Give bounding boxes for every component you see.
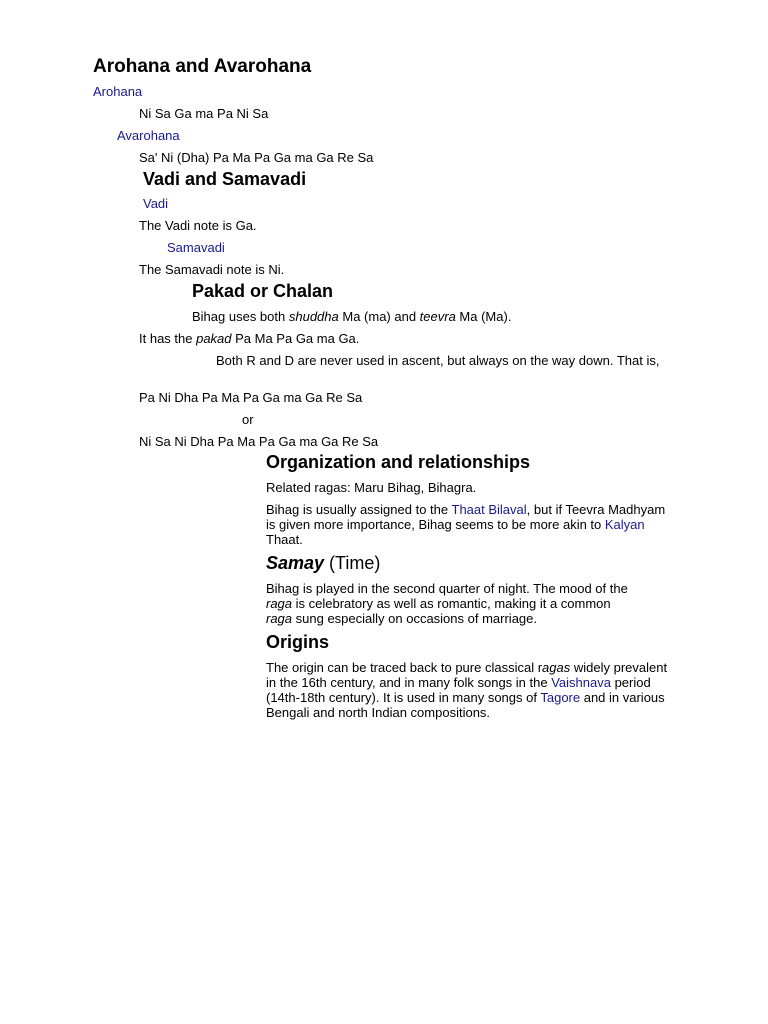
samavadi-link[interactable]: Samavadi xyxy=(167,240,225,255)
avarohana-link[interactable]: Avarohana xyxy=(117,128,180,143)
pakad-phrase-1: Pa Ni Dha Pa Ma Pa Ga ma Ga Re Sa xyxy=(139,390,363,405)
origins-paragraph: The origin can be traced back to pure classical ragas widely prevalent in the 16th century, and in many folk songs in the Vaishnava period (14th-18th century). It is used in many songs of Tagore and in various Bengali and north Indian compositions. xyxy=(266,660,668,720)
vadi-link[interactable]: Vadi xyxy=(143,196,169,211)
tagore-link[interactable]: Tagore xyxy=(540,690,581,705)
pakad-line-phrase: It has the pakad Pa Ma Pa Ga ma Ga. xyxy=(139,331,360,346)
pakad-heading: Pakad or Chalan xyxy=(192,281,334,301)
arohana-link[interactable]: Arohana xyxy=(93,84,143,99)
arohana-avarohana-heading: Arohana and Avarohana xyxy=(93,56,312,77)
vadi-text: The Vadi note is Ga. xyxy=(139,218,257,233)
vadi-samavadi-heading: Vadi and Samavadi xyxy=(143,169,307,189)
samay-paragraph: Bihag is played in the second quarter of night. The mood of the raga is celebratory as well as romantic, making it a common raga sung especially on occasions of marriage. xyxy=(266,581,628,626)
origins-heading: Origins xyxy=(266,632,330,652)
samavadi-text: The Samavadi note is Ni. xyxy=(139,262,285,277)
pakad-or: or xyxy=(242,412,254,427)
arohana-notes: Ni Sa Ga ma Pa Ni Sa xyxy=(139,106,269,121)
organization-heading: Organization and relationships xyxy=(266,452,531,472)
thaat-bilaval-link[interactable]: Thaat Bilaval xyxy=(451,502,527,517)
pakad-term: pakad xyxy=(196,331,232,346)
shuddha-term: shuddha xyxy=(288,309,339,324)
teevra-term: teevra xyxy=(419,309,456,324)
vaishnava-link[interactable]: Vaishnava xyxy=(551,675,611,690)
pakad-phrase-2: Ni Sa Ni Dha Pa Ma Pa Ga ma Ga Re Sa xyxy=(139,434,379,449)
pakad-line-shuddha-teevra: Bihag uses both shuddha Ma (ma) and teevra Ma (Ma). xyxy=(192,309,512,324)
kalyan-link[interactable]: Kalyan xyxy=(604,517,645,532)
samay-term: Samay xyxy=(266,553,325,573)
samay-heading: Samay (Time) xyxy=(266,553,381,573)
related-ragas: Related ragas: Maru Bihag, Bihagra. xyxy=(266,480,477,495)
pakad-note: Both R and D are never used in ascent, but always on the way down. That is, xyxy=(216,353,660,368)
thaat-paragraph: Bihag is usually assigned to the Thaat Bilaval, but if Teevra Madhyam is given more importance, Bihag seems to be more akin to Kalyan Thaat. xyxy=(266,502,666,547)
avarohana-notes: Sa' Ni (Dha) Pa Ma Pa Ga ma Ga Re Sa xyxy=(139,150,374,165)
